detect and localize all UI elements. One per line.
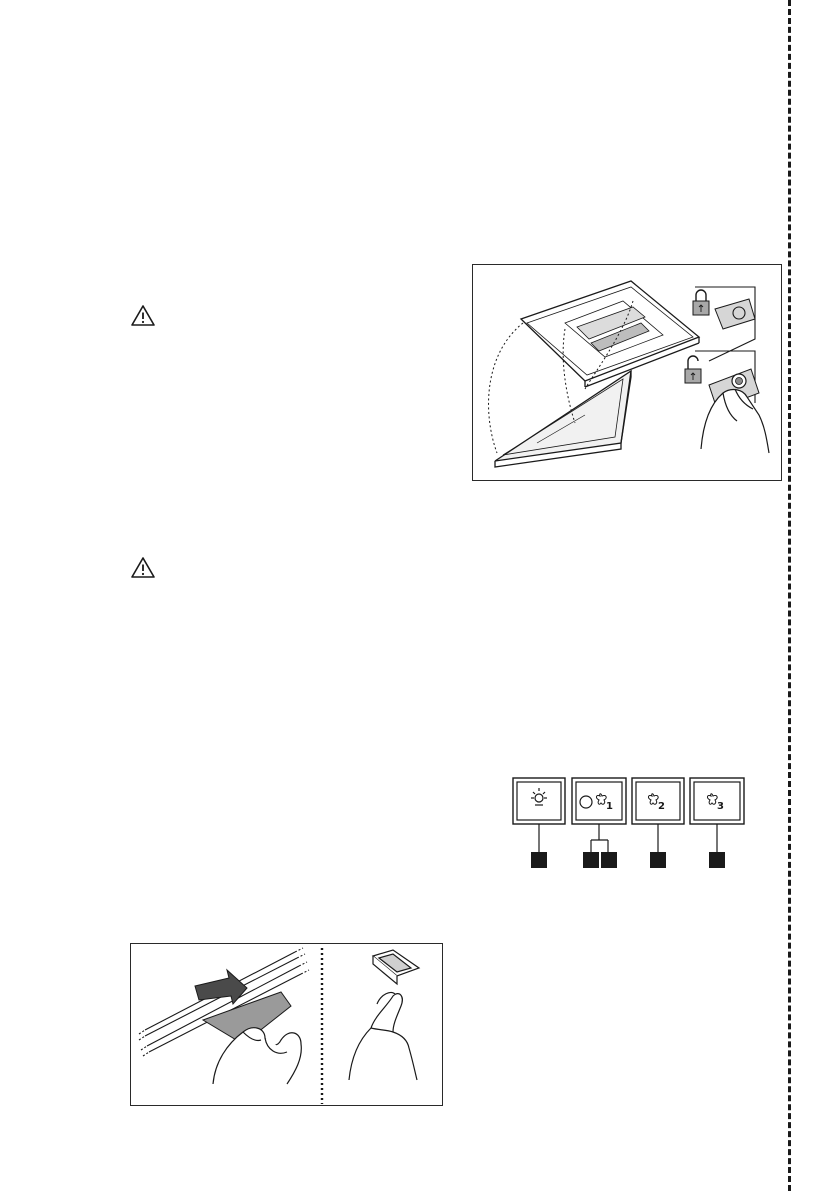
svg-text:1: 1 (606, 801, 613, 812)
svg-text:3: 3 (717, 801, 724, 812)
leader-lines (539, 824, 717, 852)
svg-text:2: 2 (658, 801, 665, 812)
light-button (513, 778, 565, 824)
hand (349, 992, 417, 1080)
callout-marker (709, 852, 725, 868)
lock-open-icon (685, 356, 701, 383)
filter-tab (373, 950, 419, 984)
control-panel-figure (500, 776, 762, 872)
warning-triangle-icon (130, 556, 156, 580)
grease-filter-figure (130, 943, 443, 1106)
lock-closed-icon (693, 290, 709, 315)
lock-closed-inset (695, 287, 755, 361)
callout-marker (601, 852, 617, 868)
cut-line (788, 0, 791, 1191)
callout-marker (650, 852, 666, 868)
callout-marker (531, 852, 547, 868)
filter-cassette (495, 371, 631, 467)
hood-panel (521, 281, 699, 387)
filter-removal-figure (472, 264, 782, 481)
warning-triangle-icon (130, 304, 156, 328)
arrow-icon (195, 970, 247, 1004)
hand (701, 389, 769, 453)
callout-marker (583, 852, 599, 868)
hand (213, 1028, 301, 1084)
